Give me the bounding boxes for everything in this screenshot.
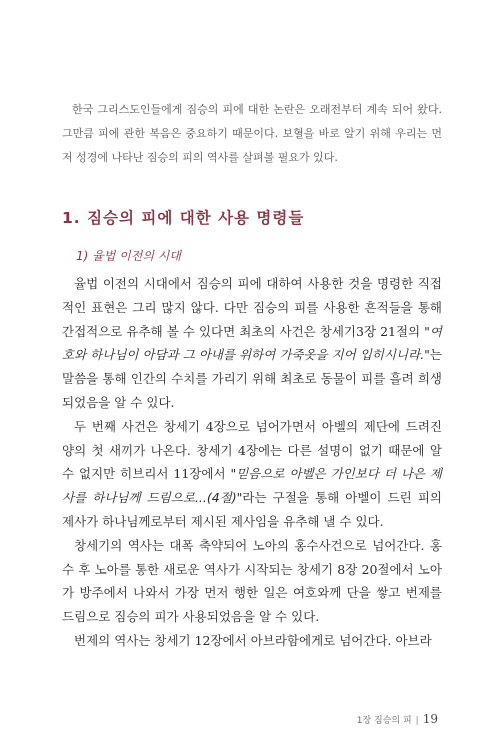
footer-separator: |: [415, 716, 419, 726]
body-paragraph-2: [62, 415, 442, 534]
intro-block: [62, 98, 442, 170]
body-paragraph-1-text-a: 율법 이전의 시대에서 짐승의 피에 대하여 사용한 것을 명령한 직접적인 표현은 그리 많지 않다. 다만 짐승의 피를 사용한 흔적들을 통해 간접적으로 유추해 볼 수 있다면 최초의 사건은 창세기3장 21절의: [62, 276, 442, 339]
page-footer: [357, 712, 438, 726]
body-paragraph-4: 번제의 역사는 창세기 12장에서 아브라함에게로 넘어간다. 아브라: [74, 632, 432, 648]
body-paragraph-3: 창세기의 역사는 대폭 축약되어 노아의 홍수사건으로 넘어간다. 홍수 후 노아를 통한 새로운 역사가 시작되는 창세기 8장 20절에서 노아가 방주에서 나와서 가장 먼저 행한 일은 여호와께 단을 쌓고 번제를 드림으로 짐승의 피가 사용되었음을 알 수 있다.: [62, 537, 442, 625]
page-number: 19: [422, 712, 438, 726]
footer-chapter-label: 1장 짐승의 피: [356, 716, 412, 726]
intro-paragraph: 한국 그리스도인들에게 짐승의 피에 대한 논란은 오래전부터 계속 되어 왔다. 그만큼 피에 관한 복음은 중요하기 때문이다. 보혈을 바로 알기 위해 우리는 먼저 성경에 나타난 짐승의 피의 역사를 살펴볼 필요가 있다.: [62, 103, 442, 164]
body-paragraph-2-text-a: 두 번째 사건은 창세기 4장으로 넘어가면서 아벨의 제단에 드려진 양의 첫 새끼가 나온다. 창세기 4장에는 다른 설명이 없기 때문에 알 수 없지만 히브리서 11장에서: [62, 418, 442, 482]
body-paragraph-1-text-b: 는 말씀을 통해 인간의 수치를 가리기 위해 최초로 동물이 피를 흘려 희생 되었음을 알 수 있다.: [62, 347, 442, 410]
section-title: 1. 짐승의 피에 대한 사용 명령들: [62, 209, 305, 227]
body-paragraph-1: [62, 272, 442, 415]
subsection-title: 1) 율법 이전의 시대: [76, 249, 181, 263]
scripture-quote-genesis: "여호와 하나님이 아담과 그 아내를 위하여 가죽옷을 지어 입히시니라.": [62, 323, 442, 363]
body-paragraph-2-text-b: 라는 구절을 통해 아벨이 드린 피의 제사가 하나님께로부터 제시된 제사임을 유추해 낼 수 있다.: [62, 490, 442, 529]
scripture-quote-hebrews: "믿음으로 아벨은 가인보다 더 나은 제사를 하나님께 드림으로...(4절)": [62, 466, 443, 506]
body-text: [62, 272, 442, 653]
